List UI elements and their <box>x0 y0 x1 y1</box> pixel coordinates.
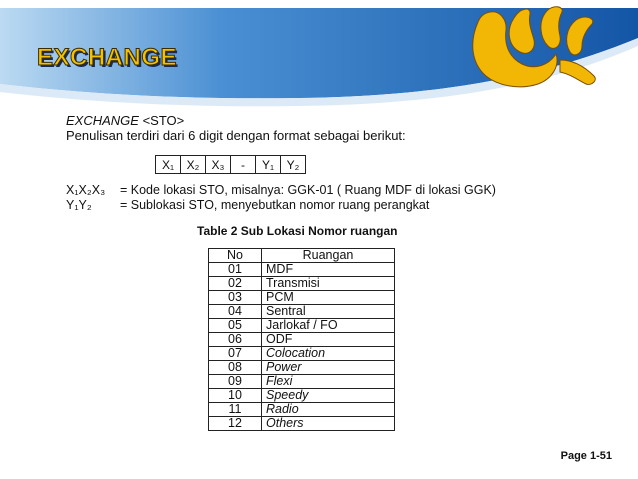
digit-format-boxes <box>155 155 306 174</box>
row-no: 01 <box>209 263 262 277</box>
table-row <box>209 403 395 417</box>
table-row <box>209 333 395 347</box>
row-no: 10 <box>209 389 262 403</box>
section-heading <box>66 113 184 128</box>
definition-row <box>66 183 496 198</box>
row-no: 06 <box>209 333 262 347</box>
table-row <box>209 347 395 361</box>
definition-desc: = Sublokasi STO, menyebutkan nomor ruang perangkat <box>120 198 430 212</box>
heading-prefix: EXCHANGE <box>66 113 139 128</box>
definitions-list <box>66 183 496 213</box>
digit-box: X₃ <box>206 156 231 173</box>
row-room: Jarlokaf / FO <box>262 319 395 333</box>
intro-text: Penulisan terdiri dari 6 digit dengan format sebagai berikut: <box>66 128 406 143</box>
definition-row <box>66 198 496 213</box>
row-no: 04 <box>209 305 262 319</box>
table-row <box>209 291 395 305</box>
row-no: 05 <box>209 319 262 333</box>
row-no: 09 <box>209 375 262 389</box>
digit-box: X₂ <box>181 156 206 173</box>
table-row <box>209 263 395 277</box>
rooms-table <box>208 248 395 431</box>
table-header-row <box>209 249 395 263</box>
row-room: Transmisi <box>262 277 395 291</box>
definition-term: Y₁Y₂ <box>66 198 92 212</box>
table-row <box>209 319 395 333</box>
table-row <box>209 361 395 375</box>
row-no: 11 <box>209 403 262 417</box>
table-title: Table 2 Sub Lokasi Nomor ruangan <box>197 224 398 238</box>
table-row <box>209 277 395 291</box>
table-row <box>209 417 395 431</box>
heading-suffix: <STO> <box>138 113 185 128</box>
table-row <box>209 375 395 389</box>
column-header-no: No <box>209 249 262 263</box>
row-no: 02 <box>209 277 262 291</box>
row-no: 08 <box>209 361 262 375</box>
row-no: 03 <box>209 291 262 305</box>
digit-box: Y₂ <box>286 157 300 172</box>
row-no: 07 <box>209 347 262 361</box>
definition-desc: = Kode lokasi STO, misalnya: GGK-01 ( Ruang MDF di lokasi GGK) <box>120 183 496 197</box>
row-room: Colocation <box>262 347 395 361</box>
definition-term: X₁X₂X₃ <box>66 183 106 197</box>
table-row <box>209 305 395 319</box>
table-row <box>209 389 395 403</box>
row-room: PCM <box>262 291 395 305</box>
row-room: Power <box>262 361 395 375</box>
column-header-room: Ruangan <box>262 249 395 263</box>
row-room: Flexi <box>262 375 395 389</box>
digit-box: X₁ <box>156 156 181 173</box>
row-room: Radio <box>262 403 395 417</box>
digit-separator: - <box>231 156 256 173</box>
row-room: MDF <box>262 263 395 277</box>
row-room: Speedy <box>262 389 395 403</box>
row-room: Others <box>262 417 395 431</box>
row-room: Sentral <box>262 305 395 319</box>
slide-title: EXCHANGE <box>37 44 178 71</box>
page-number: Page 1-51 <box>560 450 612 462</box>
row-room: ODF <box>262 333 395 347</box>
row-no: 12 <box>209 417 262 431</box>
digit-box: Y₁ <box>256 156 281 173</box>
